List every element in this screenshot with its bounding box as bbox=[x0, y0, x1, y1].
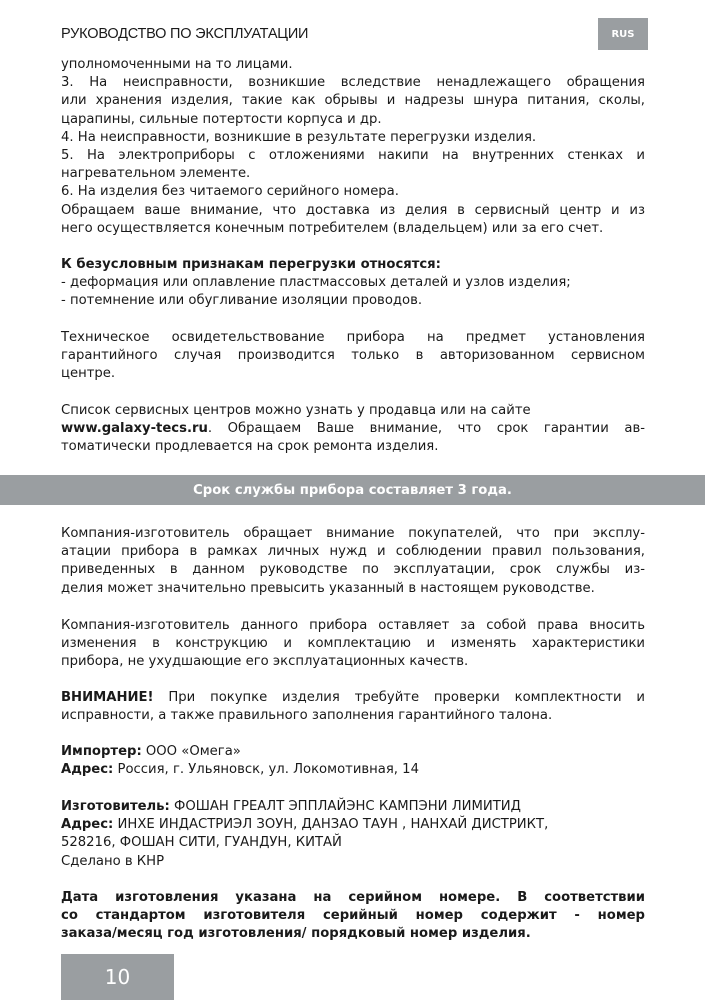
text-line: или хранения изделия, такие как обрывы и надрезы шнура питания, сколы, bbox=[61, 93, 645, 109]
language-badge: RUS bbox=[598, 18, 648, 50]
text-line: делия может значительно превысить указанный в настоящем руководстве. bbox=[61, 580, 595, 596]
attention-paragraph bbox=[61, 689, 645, 725]
list-item: - потемнение или обугливание изоляции проводов. bbox=[61, 293, 423, 309]
lifetime-paragraph bbox=[61, 525, 645, 598]
text-line: 5. На электроприборы с отложениями накипи на внутренних стенках и bbox=[61, 147, 645, 163]
text-line: царапины, сильные потертости корпуса и др. bbox=[61, 111, 382, 127]
manufacturer-label: Изготовитель: bbox=[61, 799, 170, 814]
text-span: При покупке изделия требуйте проверки комплектности и bbox=[153, 690, 645, 705]
address-label: Адрес: bbox=[61, 817, 114, 833]
text-line: Компания-изготовитель обращает внимание покупателей, что при эксплу- bbox=[61, 526, 645, 541]
text-line: изменения в конструкцию и комплектацию и изменять характеристики bbox=[61, 636, 645, 652]
overload-signs bbox=[61, 256, 645, 311]
importer-value: ООО «Омега» bbox=[141, 744, 241, 759]
text-span: . Обращаем Ваше внимание, что срок гарантии ав- bbox=[207, 421, 645, 437]
text-line bbox=[61, 689, 645, 707]
address-value: ИНХЕ ИНДАСТРИЭЛ ЗОУН, ДАНЗАО ТАУН , НАНХАЙ ДИСТРИКТ, bbox=[113, 817, 549, 833]
overload-heading: К безусловным признакам перегрузки относятся: bbox=[61, 257, 441, 272]
page-header-title: РУКОВОДСТВО ПО ЭКСПЛУАТАЦИИ bbox=[61, 26, 309, 42]
country-of-origin: Сделано в КНР bbox=[61, 853, 165, 869]
manufacturer-info bbox=[61, 798, 645, 871]
text-line: него осуществляется конечным потребителем (владельцем) или за его счет. bbox=[61, 220, 604, 236]
text-line: гарантийного случая производится только в авторизованном сервисном bbox=[61, 348, 645, 364]
service-centers-paragraph bbox=[61, 402, 645, 457]
text-line: томатически продлевается на срок ремонта изделия. bbox=[61, 439, 439, 455]
text-line: уполномоченными на то лицами. bbox=[61, 57, 293, 72]
text-line: 4. На неисправности, возникшие в результате перегрузки изделия. bbox=[61, 129, 537, 145]
importer-info bbox=[61, 743, 645, 779]
text-line: центре. bbox=[61, 366, 116, 382]
manufacturer-line bbox=[61, 798, 645, 816]
text-line: Компания-изготовитель данного прибора оставляет за собой права вносить bbox=[61, 618, 645, 633]
attention-label: ВНИМАНИЕ! bbox=[61, 690, 154, 705]
text-line: приведенных в данном руководстве по эксплуатации, срок службы из- bbox=[61, 562, 645, 578]
text-line: Дата изготовления указана на серийном номере. В соответствии bbox=[61, 890, 645, 905]
text-line: 3. На неисправности, возникшие вследствие ненадлежащего обращения bbox=[61, 75, 645, 91]
manufacturer-address-line bbox=[61, 816, 645, 834]
text-line: заказа/месяц год изготовления/ порядковый номер изделия. bbox=[61, 926, 531, 942]
text-line: со стандартом изготовителя серийный номер содержит - номер bbox=[61, 908, 645, 924]
text-line: атации прибора в рамках личных нужд и соблюдении правил пользования, bbox=[61, 544, 645, 560]
text-line: Техническое освидетельствование прибора на предмет установления bbox=[61, 330, 645, 345]
address-label: Адрес: bbox=[61, 762, 114, 778]
importer-label: Импортер: bbox=[61, 744, 142, 759]
manufacturer-address-line-2: 528216, ФОШАН СИТИ, ГУАНДУН, КИТАЙ bbox=[61, 835, 342, 851]
service-life-banner: Срок службы прибора составляет 3 года. bbox=[0, 475, 705, 505]
manufacture-date-note bbox=[61, 889, 645, 944]
text-line: 6. На изделия без читаемого серийного номера. bbox=[61, 184, 399, 200]
warranty-exclusions bbox=[61, 56, 645, 238]
text-line: Список сервисных центров можно узнать у продавца или на сайте bbox=[61, 403, 531, 418]
list-item: - деформация или оплавление пластмассовых деталей и узлов изделия; bbox=[61, 275, 571, 291]
address-value: Россия, г. Ульяновск, ул. Локомотивная, 14 bbox=[113, 762, 419, 778]
text-line bbox=[61, 420, 645, 438]
website-link[interactable]: www.galaxy-tecs.ru bbox=[61, 421, 208, 437]
manufacturer-value: ФОШАН ГРЕАЛТ ЭППЛАЙЭНС КАМПЭНИ ЛИМИТИД bbox=[169, 799, 521, 814]
text-line: нагревательном элементе. bbox=[61, 166, 251, 182]
text-line: прибора, не ухудшающие его эксплуатационных качеств. bbox=[61, 654, 469, 670]
importer-address-line bbox=[61, 761, 645, 779]
page-number: 10 bbox=[61, 954, 174, 1000]
inspection-paragraph bbox=[61, 329, 645, 384]
rights-paragraph bbox=[61, 617, 645, 672]
text-line: исправности, а также правильного заполнения гарантийного талона. bbox=[61, 708, 553, 724]
text-line: Обращаем ваше внимание, что доставка из делия в сервисный центр и из bbox=[61, 202, 645, 218]
importer-line bbox=[61, 743, 645, 761]
